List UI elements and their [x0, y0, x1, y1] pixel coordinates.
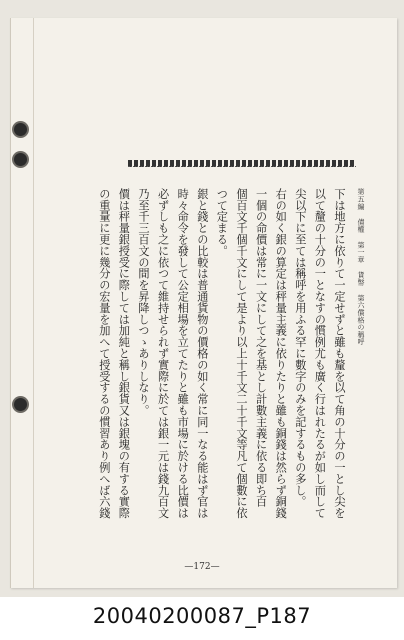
page-number: —172— — [184, 562, 220, 572]
text-column: 乃至千三百文の間を昇降しつゝありしなり。 — [137, 188, 150, 416]
text-column: 以て釐の十分の一となすの慣例尤も廣く行はれたるが如し而して — [313, 188, 327, 519]
text-column: 一個の命價は常に一文にして之を基とし計數主義に依る即ち百 — [254, 188, 268, 508]
binding-fold-line — [33, 18, 34, 588]
text-column: 銀と錢との比較は普通貨物の價格の如く常に同一なる能はず官は — [195, 188, 209, 519]
running-head: 第五編 債權 第一章 貨幣 第六償格の稱呼 — [357, 188, 365, 346]
text-column: 必ずしも之に依つて維持せられず實際に於ては銀一元は錢九百文 — [156, 188, 170, 519]
text-column: 個百文千個千文にして是より以上十千文二十千文等凡て個數に依 — [235, 188, 248, 519]
text-column: つて定まる。 — [215, 188, 229, 257]
document-id-caption: 20040200087_P187 — [92, 604, 312, 628]
binding-hole-middle — [14, 153, 27, 166]
text-column: 時々命令を發して公定相場を立てたりと雖も市場に於ける比價は — [176, 188, 190, 519]
header-divider — [128, 160, 356, 167]
text-column: 下は地方に依りて一定せずと雖も釐を以て角の十分の一とし尖を — [333, 188, 346, 519]
binding-hole-bottom — [14, 398, 27, 411]
text-column: の重量に更に幾分の宏量を加へて授受するの慣習あり例へば六錢 — [97, 188, 111, 519]
text-column: 尖以下に至ては稱呼を用ふる罕に數字のみを記するもの多し。 — [293, 188, 307, 508]
text-column: 價は秤量銀授受に際しては加純と稱し銀貨又は銀塊の有する實際 — [117, 188, 131, 519]
text-column: 右の如く銀の算定は秤量主義に依りたりと雖も銅錢は然らず銅錢 — [274, 188, 288, 519]
binding-hole-top — [14, 123, 27, 136]
